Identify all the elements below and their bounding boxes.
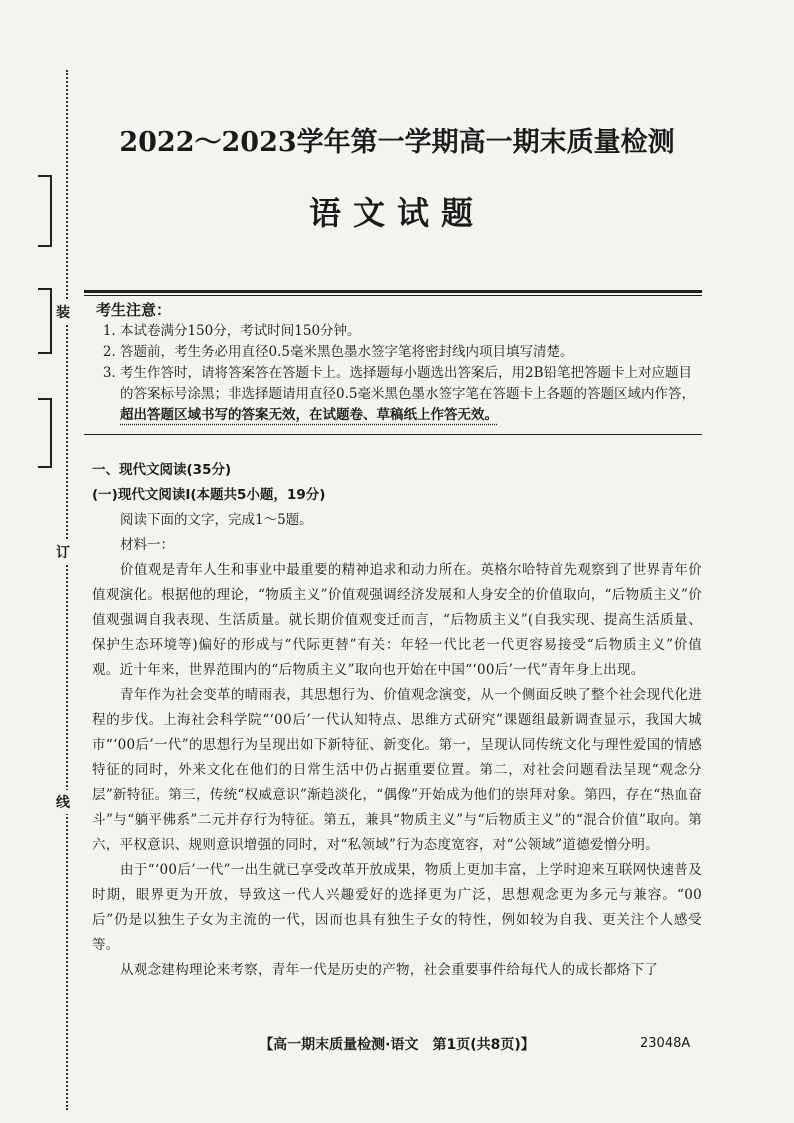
paragraph: 从观念建构理论来考察，青年一代是历史的产物，社会重要事件给每代人的成长都烙下了 xyxy=(120,962,659,978)
margin-bracket xyxy=(38,288,52,354)
instruction-text: 阅读下面的文字，完成1～5题。 xyxy=(120,512,313,528)
subsection-heading: (一)现代文阅读Ⅰ(本题共5小题，19分) xyxy=(92,487,326,503)
reading-section xyxy=(92,458,702,983)
notice-box xyxy=(96,300,702,426)
exam-title: 2022～2023学年第一学期高一期末质量检测 xyxy=(119,127,675,158)
margin-bracket xyxy=(38,398,52,468)
margin-char-xian: 线 xyxy=(56,790,70,814)
notice-item: 2. 答题前，考生务必用直径0.5毫米黑色墨水签字笔将密封线内项目填写清楚。 xyxy=(120,342,702,363)
material-label: 材料一： xyxy=(120,537,174,553)
divider-notice-bottom xyxy=(84,434,702,435)
notice-item xyxy=(120,363,702,426)
paragraph: 由于“‘00后’一代”一出生就已享受改革开放成果，物质上更加丰富，上学时迎来互联网快速普及时期，眼界更为开放，导致这一代人兴趣爱好的选择更为广泛，思想观念更为多元与兼容。“00后”仍是以独生子女为主流的一代，因而也具有独生子女的特性，例如较为自我、更关注个人感受等。 xyxy=(92,862,702,953)
exam-subtitle: 语文试题 xyxy=(308,194,485,232)
paragraph: 青年作为社会变革的晴雨表，其思想行为、价值观念演变，从一个侧面反映了整个社会现代化进程的步伐。上海社会科学院“‘00后’一代认知特点、思维方式研究”课题组最新调查显示，我国大城市“‘00后’一代”的思想行为呈现出如下新特征、新变化。第一，呈现认同传统文化与理性爱国的情感特征的同时，外来文化在他们的日常生活中仍占据重要位置。第二，对社会问题看法呈现“观念分层”新特征。第三，传统“权威意识”渐趋淡化，“偶像”开始成为他们的崇拜对象。第四，存在“热血奋斗”与“躺平佛系”二元并存行为特征。第五，兼具“物质主义”与“后物质主义”的“混合价值”取向。第六，平权意识、规则意识增强的同时，对“私领域”行为态度宽容，对“公领域”道德爱憎分明。 xyxy=(92,687,702,853)
notice-item: 1. 本试卷满分150分，考试时间150分钟。 xyxy=(120,321,702,342)
divider-thin xyxy=(84,295,702,296)
section-heading: 一、现代文阅读(35分) xyxy=(92,462,232,478)
notice-title: 考生注意： xyxy=(96,301,172,319)
notice-list xyxy=(96,321,702,426)
margin-char-zhuang: 装 xyxy=(56,300,70,324)
exam-code: 23048A xyxy=(640,1036,691,1051)
divider-thick xyxy=(84,290,702,293)
paragraph: 价值观是青年人生和事业中最重要的精神追求和动力所在。英格尔哈特首先观察到了世界青年价值观演化。根据他的理论，“物质主义”价值观强调经济发展和人身安全的价值取向，“后物质主义”价值观强调自我表现、生活质量。就长期价值观变迁而言，“后物质主义”(自我实现、提高生活质量、保护生态环境等)偏好的形成与“代际更替”有关：年轻一代比老一代更容易接受“后物质主义”价值观。近十年来，世界范围内的“后物质主义”取向也开始在中国“‘00后’一代”青年身上出现。 xyxy=(92,562,702,678)
page-footer: 【高一期末质量检测·语文 第1页(共8页)】 xyxy=(259,1037,535,1053)
notice-item-text: 考生作答时，请将答案答在答题卡上。选择题每小题选出答案后，用2B铅笔把答题卡上对应题目的答案标号涂黑；非选择题请用直径0.5毫米黑色墨水签字笔在答题卡上各题的答题区域内作答， xyxy=(120,365,695,402)
notice-emphasis: 超出答题区域书写的答案无效，在试题卷、草稿纸上作答无效。 xyxy=(120,407,498,423)
margin-char-ding: 订 xyxy=(56,540,70,564)
